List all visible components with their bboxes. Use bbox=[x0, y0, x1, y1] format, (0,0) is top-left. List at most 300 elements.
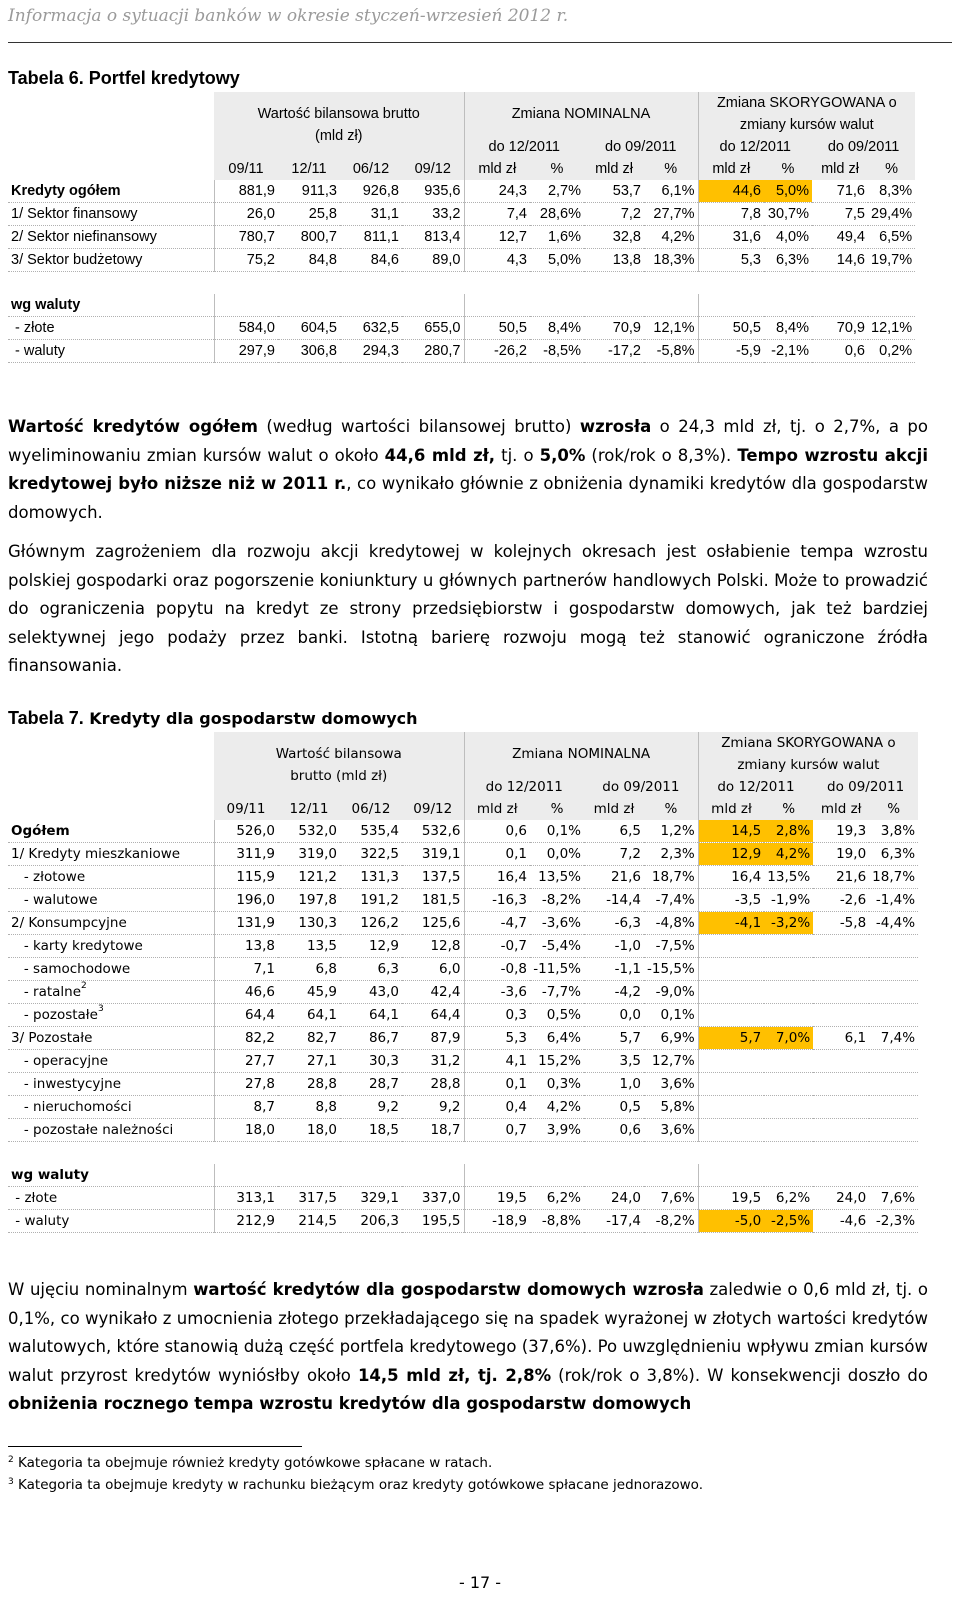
table-row bbox=[8, 935, 918, 958]
row-label: - ratalne$^2$ bbox=[8, 981, 214, 1004]
adjusted-group-header: Zmiana SKORYGOWANA o zmiany kursów walut bbox=[698, 732, 918, 776]
row-label: - waluty bbox=[8, 340, 214, 363]
table-cell: 13,5 bbox=[278, 935, 340, 958]
table-cell bbox=[698, 1164, 764, 1187]
table-cell bbox=[340, 294, 402, 317]
table-cell: -3,5 bbox=[698, 889, 764, 912]
table-row bbox=[8, 340, 915, 363]
table-cell: -2,6 bbox=[813, 889, 869, 912]
table-cell: 31,2 bbox=[402, 1050, 464, 1073]
table-cell: 319,1 bbox=[402, 843, 464, 866]
table-cell: -17,2 bbox=[584, 340, 644, 363]
table-cell: 7,0% bbox=[764, 1027, 813, 1050]
table-cell: 655,0 bbox=[402, 317, 464, 340]
table-row bbox=[8, 1073, 918, 1096]
table-cell: -1,1 bbox=[584, 958, 644, 981]
row-label: Kredyty ogółem bbox=[8, 180, 214, 203]
table-cell: 811,1 bbox=[340, 226, 402, 249]
table-cell: 6,1% bbox=[644, 180, 698, 203]
value-group-header: Wartość bilansowa brutto (mld zł) bbox=[214, 732, 464, 798]
table-cell: 28,6% bbox=[530, 203, 584, 226]
table-cell: 32,8 bbox=[584, 226, 644, 249]
table-cell: 5,3 bbox=[464, 1027, 530, 1050]
table-cell bbox=[764, 1004, 813, 1027]
table-cell: -5,8 bbox=[813, 912, 869, 935]
table-cell bbox=[698, 935, 764, 958]
row-label: 2/ Sektor niefinansowy bbox=[8, 226, 214, 249]
subheader: do 12/2011 bbox=[464, 776, 584, 798]
table-cell: 43,0 bbox=[340, 981, 402, 1004]
table-cell: 191,2 bbox=[340, 889, 402, 912]
table-cell: 6,2% bbox=[764, 1187, 813, 1210]
table-cell: 297,9 bbox=[214, 340, 278, 363]
table-cell bbox=[764, 981, 813, 1004]
table-cell: 7,4 bbox=[464, 203, 530, 226]
table-cell: 19,3 bbox=[813, 820, 869, 843]
table-cell: 30,7% bbox=[764, 203, 812, 226]
table-cell: 881,9 bbox=[214, 180, 278, 203]
table-cell: 24,0 bbox=[813, 1187, 869, 1210]
table-cell: 0,0 bbox=[584, 1004, 644, 1027]
table-cell: 9,2 bbox=[402, 1096, 464, 1119]
column-header: mld zł bbox=[698, 158, 764, 180]
table-cell: 25,8 bbox=[278, 203, 340, 226]
table-cell: 2,8% bbox=[764, 820, 813, 843]
table-cell: 53,7 bbox=[584, 180, 644, 203]
table-cell: 71,6 bbox=[812, 180, 868, 203]
table-cell: 70,9 bbox=[584, 317, 644, 340]
table-row bbox=[8, 1164, 918, 1187]
table-cell bbox=[698, 981, 764, 1004]
table-cell: 7,6% bbox=[869, 1187, 918, 1210]
table-cell: -4,1 bbox=[698, 912, 764, 935]
table-cell: 115,9 bbox=[214, 866, 278, 889]
table-cell: 329,1 bbox=[340, 1187, 402, 1210]
table-cell: 6,9% bbox=[644, 1027, 698, 1050]
row-label: wg waluty bbox=[8, 294, 214, 317]
row-label: 1/ Kredyty mieszkaniowe bbox=[8, 843, 214, 866]
row-label: - inwestycyjne bbox=[8, 1073, 214, 1096]
row-label: 2/ Konsumpcyjne bbox=[8, 912, 214, 935]
row-label: 3/ Sektor budżetowy bbox=[8, 249, 214, 272]
row-label: - waluty bbox=[8, 1210, 214, 1233]
table-cell: 4,0% bbox=[764, 226, 812, 249]
table-cell: 532,6 bbox=[402, 820, 464, 843]
row-label: - nieruchomości bbox=[8, 1096, 214, 1119]
table-cell bbox=[764, 935, 813, 958]
table-cell: 0,6 bbox=[812, 340, 868, 363]
table-cell: -4,8% bbox=[644, 912, 698, 935]
subheader: do 09/2011 bbox=[812, 136, 915, 158]
table-cell: 813,4 bbox=[402, 226, 464, 249]
table-cell bbox=[530, 1164, 584, 1187]
table-row bbox=[8, 981, 918, 1004]
table-cell: 7,6% bbox=[644, 1187, 698, 1210]
table7-caption: Tabela 7. Kredyty dla gospodarstw domowych bbox=[8, 708, 418, 728]
table-cell bbox=[644, 1164, 698, 1187]
table-cell: 317,5 bbox=[278, 1187, 340, 1210]
table-cell: 8,8 bbox=[278, 1096, 340, 1119]
table-cell: -6,3 bbox=[584, 912, 644, 935]
table-cell: 319,0 bbox=[278, 843, 340, 866]
table-cell: -1,0 bbox=[584, 935, 644, 958]
table-cell bbox=[869, 1073, 918, 1096]
table-cell: 89,0 bbox=[402, 249, 464, 272]
table-cell: 195,5 bbox=[402, 1210, 464, 1233]
table-cell bbox=[464, 294, 530, 317]
table-cell bbox=[813, 1096, 869, 1119]
table-cell bbox=[813, 1164, 869, 1187]
table-cell bbox=[530, 294, 584, 317]
table-row bbox=[8, 294, 915, 317]
table-cell: 27,7 bbox=[214, 1050, 278, 1073]
column-header: 09/11 bbox=[214, 158, 278, 180]
table-cell: 14,6 bbox=[812, 249, 868, 272]
table-cell: 21,6 bbox=[813, 866, 869, 889]
table-cell: 0,7 bbox=[464, 1119, 530, 1142]
paragraph-3: W ujęciu nominalnym wartość kredytów dla gospodarstw domowych wzrosła zaledwie o 0,6 mld zł, tj. o 0,1%, co wynikało z umocnienia złotego przekładającego się na spadek wyrażonej w złotych wartości kredytów walutowych, które stanowią dużą część portfela kredytowego (37,6%). Po uwzględnieniu wpływu zmian kursów walut przyrost kredytów wyniósłby około 14,5 mld zł, tj. 2,8% (rok/rok o 3,8%). W konsekwencji doszło do obniżenia rocznego tempa wzrostu kredytów dla gospodarstw domowych bbox=[8, 1280, 928, 1413]
table-cell: 2,7% bbox=[530, 180, 584, 203]
table-cell bbox=[214, 1164, 278, 1187]
table-cell: 4,2% bbox=[644, 226, 698, 249]
table-cell: 131,9 bbox=[214, 912, 278, 935]
table-cell: 50,5 bbox=[464, 317, 530, 340]
table-cell: 532,0 bbox=[278, 820, 340, 843]
row-label: wg waluty bbox=[8, 1164, 214, 1187]
table-cell bbox=[869, 958, 918, 981]
table-cell: 6,5 bbox=[584, 820, 644, 843]
table-cell: 12,7% bbox=[644, 1050, 698, 1073]
table-cell: 0,1% bbox=[530, 820, 584, 843]
table-cell: 1,0 bbox=[584, 1073, 644, 1096]
column-header: mld zł bbox=[584, 158, 644, 180]
table-row bbox=[8, 866, 918, 889]
subheader: do 09/2011 bbox=[584, 776, 698, 798]
table-cell: 84,8 bbox=[278, 249, 340, 272]
table-cell: -2,5% bbox=[764, 1210, 813, 1233]
table-cell: -4,6 bbox=[813, 1210, 869, 1233]
table-cell bbox=[812, 294, 868, 317]
table-cell: 24,3 bbox=[464, 180, 530, 203]
table-cell bbox=[813, 981, 869, 1004]
table-cell: 46,6 bbox=[214, 981, 278, 1004]
table-cell: 5,8% bbox=[644, 1096, 698, 1119]
table-cell: 4,2% bbox=[764, 843, 813, 866]
table-cell bbox=[698, 294, 764, 317]
table-cell: -0,7 bbox=[464, 935, 530, 958]
table-cell bbox=[868, 294, 915, 317]
page-header bbox=[8, 2, 952, 43]
row-label: - złotowe bbox=[8, 866, 214, 889]
table-cell: 28,7 bbox=[340, 1073, 402, 1096]
table-cell: 0,6 bbox=[464, 820, 530, 843]
table-cell: 12,9 bbox=[340, 935, 402, 958]
table-cell: 19,5 bbox=[464, 1187, 530, 1210]
table-cell: 5,0% bbox=[530, 249, 584, 272]
table-cell: 64,1 bbox=[340, 1004, 402, 1027]
table-cell: 16,4 bbox=[464, 866, 530, 889]
table-cell: -14,4 bbox=[584, 889, 644, 912]
column-header: % bbox=[869, 798, 918, 820]
table-cell: 0,5% bbox=[530, 1004, 584, 1027]
column-header: mld zł bbox=[698, 798, 764, 820]
table-cell: 5,3 bbox=[698, 249, 764, 272]
table-cell: 1,2% bbox=[644, 820, 698, 843]
table-cell: -1,4% bbox=[869, 889, 918, 912]
table-cell bbox=[869, 1119, 918, 1142]
table-cell: 50,5 bbox=[698, 317, 764, 340]
table-cell: 64,4 bbox=[214, 1004, 278, 1027]
table-cell: 911,3 bbox=[278, 180, 340, 203]
table-cell bbox=[764, 294, 812, 317]
row-label: 3/ Pozostałe bbox=[8, 1027, 214, 1050]
table-cell bbox=[278, 294, 340, 317]
table-cell: 21,6 bbox=[584, 866, 644, 889]
table-cell: 4,2% bbox=[530, 1096, 584, 1119]
table-cell: 13,5% bbox=[764, 866, 813, 889]
footnote-2: $^2$ Kategoria ta obejmuje również kredyty gotówkowe spłacane w ratach. bbox=[8, 1455, 493, 1471]
table-cell: 137,5 bbox=[402, 866, 464, 889]
column-header: 09/11 bbox=[214, 798, 278, 820]
table-cell: 935,6 bbox=[402, 180, 464, 203]
table-cell: -9,0% bbox=[644, 981, 698, 1004]
table-cell: 121,2 bbox=[278, 866, 340, 889]
table-row bbox=[8, 1027, 918, 1050]
table-cell bbox=[869, 935, 918, 958]
table-cell: 1,6% bbox=[530, 226, 584, 249]
column-header: 12/11 bbox=[278, 798, 340, 820]
table-cell: 12,1% bbox=[644, 317, 698, 340]
table-cell bbox=[764, 1164, 813, 1187]
table-cell: 535,4 bbox=[340, 820, 402, 843]
table-cell: 6,5% bbox=[868, 226, 915, 249]
table-cell: 12,8 bbox=[402, 935, 464, 958]
value-group-header: Wartość bilansowa brutto (mld zł) bbox=[214, 92, 464, 158]
table-cell bbox=[698, 958, 764, 981]
table-cell bbox=[402, 1164, 464, 1187]
table-cell: 13,5% bbox=[530, 866, 584, 889]
table-cell: 6,3% bbox=[764, 249, 812, 272]
table-cell: 0,0% bbox=[530, 843, 584, 866]
footnote-divider bbox=[8, 1446, 302, 1447]
table-cell bbox=[813, 1073, 869, 1096]
table-row bbox=[8, 889, 918, 912]
table-row bbox=[8, 1050, 918, 1073]
subheader: do 12/2011 bbox=[464, 136, 584, 158]
table-cell: 7,5 bbox=[812, 203, 868, 226]
table-cell: 214,5 bbox=[278, 1210, 340, 1233]
table-row bbox=[8, 843, 918, 866]
table-cell: 7,2 bbox=[584, 203, 644, 226]
table-cell bbox=[813, 1004, 869, 1027]
table-cell bbox=[869, 1050, 918, 1073]
table-cell: -26,2 bbox=[464, 340, 530, 363]
table-cell: 7,8 bbox=[698, 203, 764, 226]
table-cell: 294,3 bbox=[340, 340, 402, 363]
table-cell: 337,0 bbox=[402, 1187, 464, 1210]
table-cell: 12,1% bbox=[868, 317, 915, 340]
table-cell: 6,3 bbox=[340, 958, 402, 981]
table-cell bbox=[813, 958, 869, 981]
table-cell: 87,9 bbox=[402, 1027, 464, 1050]
table-cell: 33,2 bbox=[402, 203, 464, 226]
row-label: - walutowe bbox=[8, 889, 214, 912]
table6 bbox=[8, 92, 915, 363]
table-row bbox=[8, 1119, 918, 1142]
table-cell: 604,5 bbox=[278, 317, 340, 340]
table-cell: -8,2% bbox=[530, 889, 584, 912]
table-cell: 584,0 bbox=[214, 317, 278, 340]
table-cell: 31,1 bbox=[340, 203, 402, 226]
table-cell bbox=[214, 294, 278, 317]
table-cell: -5,4% bbox=[530, 935, 584, 958]
nominal-group-header: Zmiana NOMINALNA bbox=[464, 92, 698, 136]
table-cell: 18,0 bbox=[278, 1119, 340, 1142]
subheader: do 12/2011 bbox=[698, 776, 813, 798]
adjusted-group-header: Zmiana SKORYGOWANA o zmiany kursów walut bbox=[698, 92, 915, 136]
table-cell: 24,0 bbox=[584, 1187, 644, 1210]
table-cell: -5,8% bbox=[644, 340, 698, 363]
table-cell: 2,3% bbox=[644, 843, 698, 866]
table-row bbox=[8, 958, 918, 981]
table-cell: -7,7% bbox=[530, 981, 584, 1004]
table-cell bbox=[698, 1096, 764, 1119]
table-cell: 18,7% bbox=[644, 866, 698, 889]
table-cell: 7,1 bbox=[214, 958, 278, 981]
table-cell: 27,1 bbox=[278, 1050, 340, 1073]
subheader: do 09/2011 bbox=[584, 136, 698, 158]
table-row bbox=[8, 1096, 918, 1119]
column-header: mld zł bbox=[812, 158, 868, 180]
table-cell bbox=[464, 1164, 530, 1187]
table-cell bbox=[698, 1119, 764, 1142]
table-cell: 28,8 bbox=[278, 1073, 340, 1096]
table-cell bbox=[869, 1096, 918, 1119]
table-cell: 0,3 bbox=[464, 1004, 530, 1027]
table-cell: 12,7 bbox=[464, 226, 530, 249]
table-cell: 3,8% bbox=[869, 820, 918, 843]
table-row bbox=[8, 820, 918, 843]
column-header: % bbox=[868, 158, 915, 180]
table-cell bbox=[278, 1164, 340, 1187]
table-cell: 0,2% bbox=[868, 340, 915, 363]
table-row bbox=[8, 226, 915, 249]
column-header: mld zł bbox=[813, 798, 869, 820]
table-cell: 3,5 bbox=[584, 1050, 644, 1073]
table-cell: 0,1 bbox=[464, 843, 530, 866]
table-cell: 181,5 bbox=[402, 889, 464, 912]
column-header: 06/12 bbox=[340, 158, 402, 180]
column-header: mld zł bbox=[464, 798, 530, 820]
table-cell: -8,5% bbox=[530, 340, 584, 363]
table6-caption: Tabela 6. Portfel kredytowy bbox=[8, 68, 240, 88]
table-cell: -0,8 bbox=[464, 958, 530, 981]
table-cell: -4,2 bbox=[584, 981, 644, 1004]
table-cell: 8,7 bbox=[214, 1096, 278, 1119]
table-cell: 0,3% bbox=[530, 1073, 584, 1096]
footnote-3: $^3$ Kategoria ta obejmuje kredyty w rachunku bieżącym oraz kredyty gotówkowe spłacane jednorazowo. bbox=[8, 1477, 703, 1493]
table-cell: 6,4% bbox=[530, 1027, 584, 1050]
table-cell: 0,5 bbox=[584, 1096, 644, 1119]
row-label: - złote bbox=[8, 1187, 214, 1210]
table-cell: 31,6 bbox=[698, 226, 764, 249]
row-label: - operacyjne bbox=[8, 1050, 214, 1073]
table-cell: -18,9 bbox=[464, 1210, 530, 1233]
table-cell: 322,5 bbox=[340, 843, 402, 866]
table-cell: 86,7 bbox=[340, 1027, 402, 1050]
table-cell bbox=[813, 1119, 869, 1142]
table-cell: 6,8 bbox=[278, 958, 340, 981]
table-cell bbox=[644, 294, 698, 317]
table-cell: 19,7% bbox=[868, 249, 915, 272]
table-cell: -2,3% bbox=[869, 1210, 918, 1233]
table-cell: 0,1% bbox=[644, 1004, 698, 1027]
table-cell: 8,4% bbox=[764, 317, 812, 340]
page-number: - 17 - bbox=[458, 1573, 502, 1592]
table-row bbox=[8, 317, 915, 340]
table-cell: 3,6% bbox=[644, 1073, 698, 1096]
table-cell bbox=[869, 981, 918, 1004]
table-cell: 6,1 bbox=[813, 1027, 869, 1050]
table-cell: 14,5 bbox=[698, 820, 764, 843]
table-cell bbox=[869, 1164, 918, 1187]
table-cell: 75,2 bbox=[214, 249, 278, 272]
table-cell: 8,4% bbox=[530, 317, 584, 340]
subheader: do 09/2011 bbox=[813, 776, 918, 798]
paragraph-2: Głównym zagrożeniem dla rozwoju akcji kredytowej w kolejnych okresach jest osłabienie tempa wzrostu polskiej gospodarki oraz pogorszenie koniunktury u głównych partnerów handlowych Polski. Może to prowadzić do ograniczenia popytu na kredyt ze strony przedsiębiorstw i gospodarstw domowych, jak też bardziej selektywnej jego podaży przez banki. Istotną barierę rozwoju mogą też stanowić ograniczone źródła finansowania. bbox=[8, 542, 928, 675]
table-cell: 18,5 bbox=[340, 1119, 402, 1142]
table-cell bbox=[698, 1004, 764, 1027]
table-cell: -8,2% bbox=[644, 1210, 698, 1233]
table-cell: 197,8 bbox=[278, 889, 340, 912]
table-cell: -17,4 bbox=[584, 1210, 644, 1233]
table-row bbox=[8, 203, 915, 226]
row-label: - pozostałe należności bbox=[8, 1119, 214, 1142]
table-cell bbox=[764, 1050, 813, 1073]
table-cell: 6,3% bbox=[869, 843, 918, 866]
paragraph-1: Wartość kredytów ogółem (według wartości bilansowej brutto) wzrosła o 24,3 mld zł, tj. o 2,7%, a po wyeliminowaniu zmian kursów walut o około 44,6 mld zł, tj. o 5,0% (rok/rok o 8,3%). Tempo wzrostu akcji kredytowej było niższe niż w 2011 r., co wynikało głównie z obniżenia dynamiki kredytów dla gospodarstw domowych. bbox=[8, 417, 928, 522]
table-cell: -3,6% bbox=[530, 912, 584, 935]
table-cell: 8,3% bbox=[868, 180, 915, 203]
table-cell: -4,7 bbox=[464, 912, 530, 935]
table-cell: 6,0 bbox=[402, 958, 464, 981]
table-cell: 15,2% bbox=[530, 1050, 584, 1073]
table-cell: 9,2 bbox=[340, 1096, 402, 1119]
column-header: % bbox=[530, 158, 584, 180]
table-cell: 4,3 bbox=[464, 249, 530, 272]
table-cell bbox=[584, 1164, 644, 1187]
table-cell: 5,7 bbox=[698, 1027, 764, 1050]
table-cell bbox=[698, 1073, 764, 1096]
table-cell bbox=[813, 1050, 869, 1073]
table7 bbox=[8, 732, 918, 1233]
row-label: - karty kredytowe bbox=[8, 935, 214, 958]
table-cell: -16,3 bbox=[464, 889, 530, 912]
table-cell: 7,4% bbox=[869, 1027, 918, 1050]
table-cell: -1,9% bbox=[764, 889, 813, 912]
table-cell: 70,9 bbox=[812, 317, 868, 340]
table-cell: 6,2% bbox=[530, 1187, 584, 1210]
table-cell bbox=[764, 1073, 813, 1096]
table-cell: 306,8 bbox=[278, 340, 340, 363]
table-cell bbox=[340, 1164, 402, 1187]
table-cell: -7,5% bbox=[644, 935, 698, 958]
table-cell: 0,4 bbox=[464, 1096, 530, 1119]
table-cell: 313,1 bbox=[214, 1187, 278, 1210]
table-cell: -3,2% bbox=[764, 912, 813, 935]
subheader: do 12/2011 bbox=[698, 136, 812, 158]
table-cell: 126,2 bbox=[340, 912, 402, 935]
